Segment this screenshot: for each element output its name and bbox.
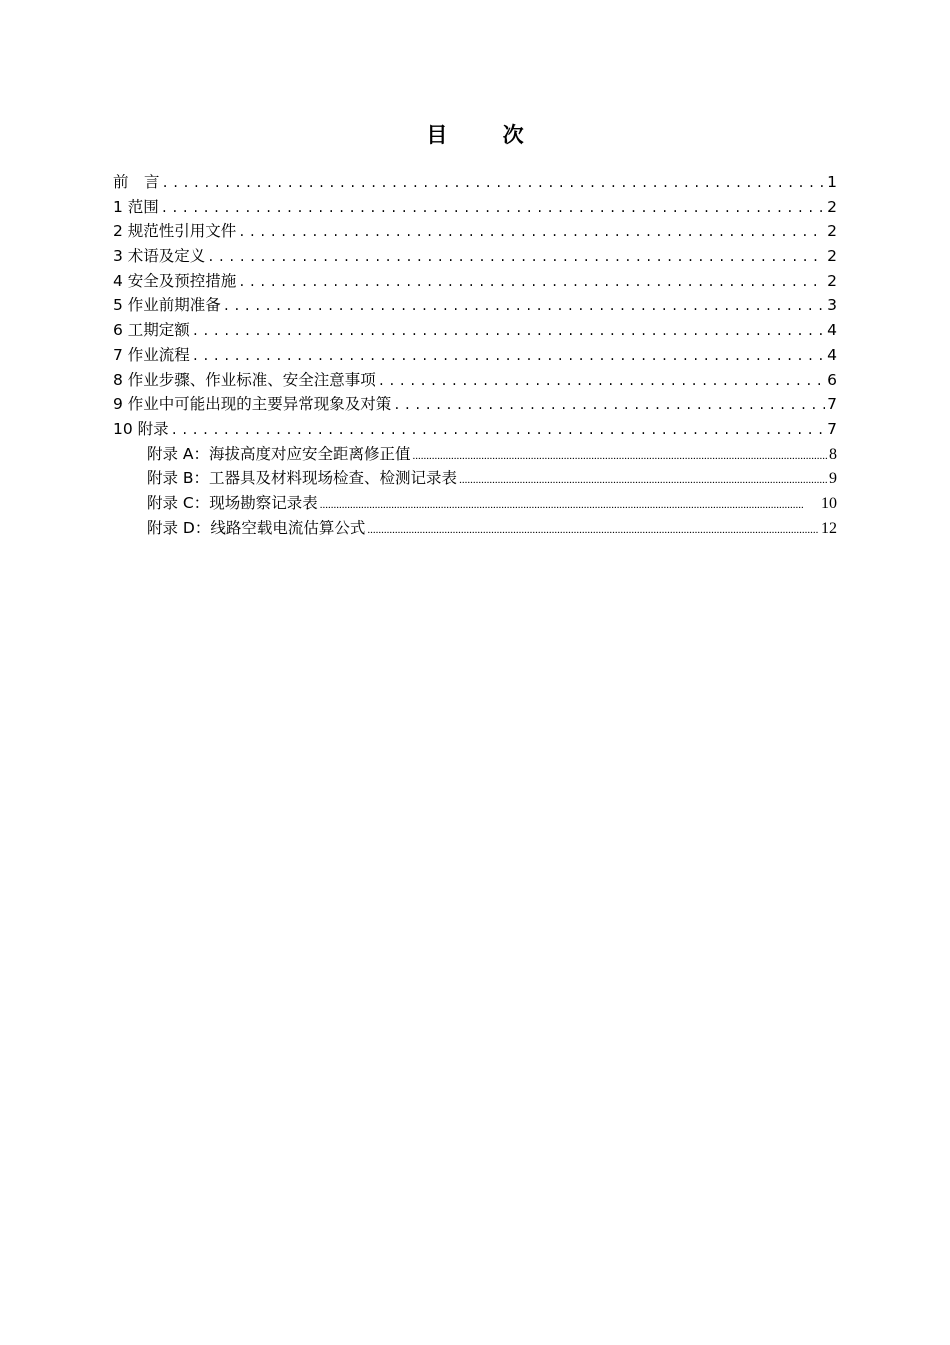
toc-entry-page: 1 bbox=[827, 173, 837, 191]
toc-entry-page: 9 bbox=[829, 470, 837, 488]
toc-entry-appendix-a[interactable] bbox=[113, 442, 837, 467]
toc-entry-page: 4 bbox=[827, 321, 837, 340]
toc-entry-label: 10 附录 bbox=[113, 419, 169, 438]
toc-leader-dots bbox=[162, 171, 826, 196]
toc-entry-page: 8 bbox=[829, 445, 837, 463]
toc-entry-page: 10 bbox=[821, 494, 837, 512]
toc-entry-label: 附录 A：海拔高度对应安全距离修正值 bbox=[147, 444, 411, 463]
toc-leader-dots bbox=[238, 220, 825, 245]
toc-entry-label: 2 规范性引用文件 bbox=[113, 222, 237, 241]
toc-entry-label: 附录 C：现场勘察记录表 bbox=[147, 493, 318, 512]
toc-entry-terms-definitions[interactable] bbox=[113, 244, 837, 269]
toc-entry-label: 4 安全及预控措施 bbox=[113, 271, 237, 290]
toc-entry-page: 4 bbox=[827, 345, 837, 364]
toc-leader-dots bbox=[207, 245, 825, 270]
toc-entry-work-quota[interactable] bbox=[113, 318, 837, 343]
toc-entry-page: 2 bbox=[827, 271, 837, 290]
toc-title: 目 次 bbox=[426, 123, 548, 147]
toc-leader-dots bbox=[192, 344, 825, 369]
toc-entry-label: 9 作业中可能出现的主要异常现象及对策 bbox=[113, 395, 392, 414]
toc-entry-scope[interactable] bbox=[113, 195, 837, 220]
toc-entry-label: 附录 B：工器具及材料现场检查、检测记录表 bbox=[147, 469, 458, 488]
toc-entry-page: 7 bbox=[827, 395, 837, 414]
toc-entry-steps-standards[interactable] bbox=[113, 368, 837, 393]
toc-entry-appendix[interactable] bbox=[113, 417, 837, 442]
toc-entry-preface[interactable] bbox=[113, 170, 837, 195]
toc-entry-appendix-b[interactable] bbox=[113, 466, 837, 491]
toc-entry-appendix-d[interactable] bbox=[113, 516, 837, 541]
toc-entry-label: 1 范围 bbox=[113, 197, 159, 216]
toc-entry-page: 2 bbox=[827, 197, 837, 216]
toc-entry-page: 7 bbox=[827, 419, 837, 438]
toc-entry-preparation[interactable] bbox=[113, 293, 837, 318]
toc-entry-label: 3 术语及定义 bbox=[113, 247, 206, 266]
toc-leader-dots bbox=[161, 196, 825, 221]
toc-entry-label: 附录 D：线路空载电流估算公式 bbox=[147, 518, 366, 537]
toc-leader-dots bbox=[238, 270, 825, 295]
toc-entry-page: 2 bbox=[827, 247, 837, 266]
toc-entry-label: 前 言 bbox=[113, 173, 160, 191]
toc-leader-dots bbox=[171, 418, 825, 443]
toc-leader-dots bbox=[378, 369, 825, 394]
toc-entry-workflow[interactable] bbox=[113, 343, 837, 368]
toc-entry-appendix-c[interactable] bbox=[113, 491, 837, 516]
toc-leader-dots bbox=[393, 393, 825, 418]
toc-leader-dots bbox=[223, 294, 825, 319]
toc-entry-normative-references[interactable] bbox=[113, 219, 837, 244]
toc-leader-dots bbox=[320, 493, 819, 518]
toc-entry-page: 6 bbox=[827, 370, 837, 389]
toc-entry-label: 6 工期定额 bbox=[113, 321, 190, 340]
toc-leader-dots bbox=[459, 468, 827, 493]
toc-entry-page: 2 bbox=[827, 222, 837, 241]
toc-entry-page: 3 bbox=[827, 296, 837, 315]
toc-entry-page: 12 bbox=[821, 519, 837, 537]
toc-list bbox=[113, 170, 837, 540]
toc-leader-dots bbox=[367, 518, 819, 543]
toc-entry-anomalies[interactable] bbox=[113, 392, 837, 417]
toc-entry-safety-measures[interactable] bbox=[113, 269, 837, 294]
toc-entry-label: 5 作业前期准备 bbox=[113, 296, 221, 315]
toc-leader-dots bbox=[413, 444, 827, 469]
toc-entry-label: 8 作业步骤、作业标准、安全注意事项 bbox=[113, 370, 376, 389]
toc-entry-label: 7 作业流程 bbox=[113, 345, 190, 364]
toc-leader-dots bbox=[192, 319, 825, 344]
